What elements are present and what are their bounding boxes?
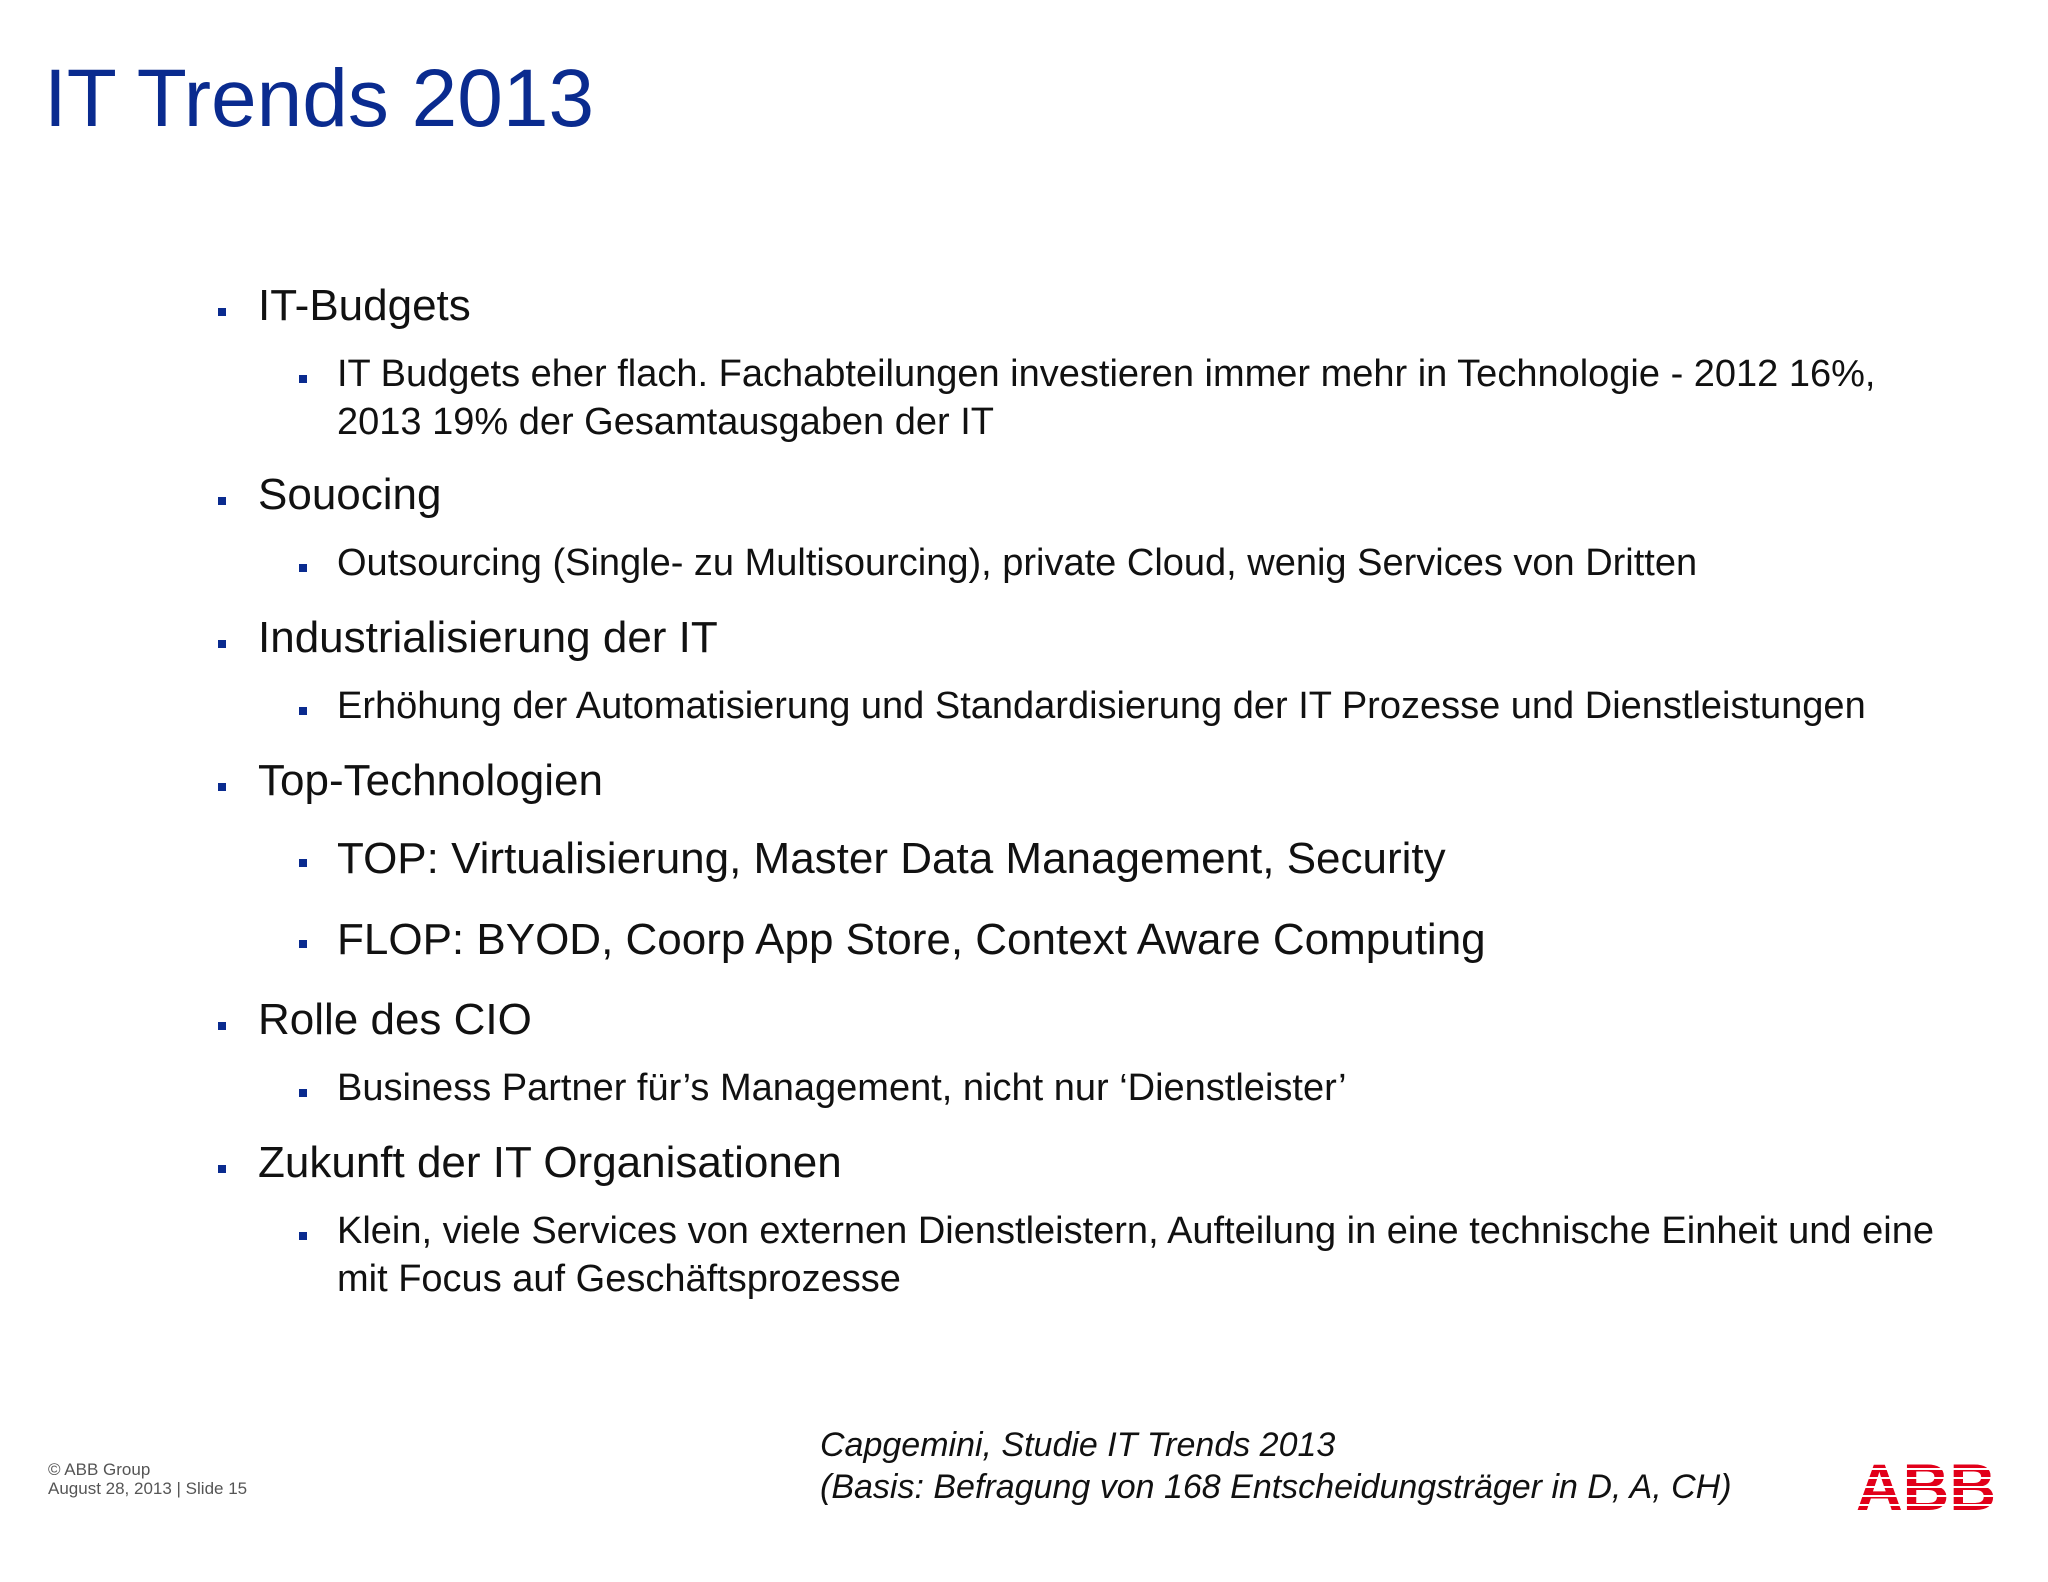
sub-bullet-industrialisierung xyxy=(218,682,1958,730)
footer-info xyxy=(48,1460,247,1498)
bullet-heading: Industrialisierung der IT xyxy=(258,613,718,662)
abb-logo-text: ABB xyxy=(1856,1452,1996,1514)
bullet-zukunft xyxy=(218,1137,1958,1189)
square-bullet-icon xyxy=(218,1165,226,1173)
bullet-heading: Souocing xyxy=(258,470,442,519)
sub-bullet-top xyxy=(218,832,1958,886)
abb-logo xyxy=(1854,1452,1998,1514)
footer-copyright: © ABB Group xyxy=(48,1460,151,1479)
sub-bullet-text: IT Budgets eher flach. Fachabteilungen investieren immer mehr in Technologie - 2012 16%, 2013 19% der Gesamtausgaben der IT xyxy=(337,353,1876,443)
square-bullet-icon xyxy=(218,640,226,648)
sub-bullet-text: FLOP: BYOD, Coorp App Store, Context Aware Computing xyxy=(337,915,1486,964)
sub-bullet-sourcing xyxy=(218,539,1958,587)
sub-bullet-text: TOP: Virtualisierung, Master Data Management, Security xyxy=(337,834,1446,883)
sub-bullet-rolle-cio xyxy=(218,1064,1958,1112)
square-bullet-icon xyxy=(299,564,307,572)
sub-bullet-it-budgets xyxy=(218,350,1958,446)
citation-line-2: (Basis: Befragung von 168 Entscheidungsträger in D, A, CH) xyxy=(820,1468,1732,1506)
sub-bullet-text: Klein, viele Services von externen Dienstleistern, Aufteilung in eine technische Einheit und eine mit Focus auf Geschäftsprozesse xyxy=(337,1210,1934,1300)
square-bullet-icon xyxy=(218,783,226,791)
sub-bullet-text: Business Partner für’s Management, nicht nur ‘Dienstleister’ xyxy=(337,1067,1347,1109)
square-bullet-icon xyxy=(299,1232,307,1240)
square-bullet-icon xyxy=(218,308,226,316)
sub-bullet-text: Outsourcing (Single- zu Multisourcing), private Cloud, wenig Services von Dritten xyxy=(337,542,1698,584)
square-bullet-icon xyxy=(299,375,307,383)
slide-title: IT Trends 2013 xyxy=(44,53,595,144)
bullet-it-budgets xyxy=(218,280,1958,332)
bullet-sourcing xyxy=(218,469,1958,521)
square-bullet-icon xyxy=(299,707,307,715)
bullet-top-technologien xyxy=(218,755,1958,807)
sub-bullet-zukunft xyxy=(218,1207,1958,1303)
bullet-rolle-cio xyxy=(218,994,1958,1046)
bullet-heading: Rolle des CIO xyxy=(258,995,532,1044)
bullet-industrialisierung xyxy=(218,612,1958,664)
square-bullet-icon xyxy=(218,1022,226,1030)
sub-bullet-text: Erhöhung der Automatisierung und Standardisierung der IT Prozesse und Dienstleistungen xyxy=(337,685,1866,727)
square-bullet-icon xyxy=(299,1089,307,1097)
footer-date-slide: August 28, 2013 | Slide 15 xyxy=(48,1479,248,1498)
square-bullet-icon xyxy=(299,940,307,948)
bullet-heading: Top-Technologien xyxy=(258,756,603,805)
source-citation xyxy=(820,1424,1732,1508)
bullet-heading: IT-Budgets xyxy=(258,281,471,330)
sub-bullet-flop xyxy=(218,913,1958,967)
square-bullet-icon xyxy=(218,497,226,505)
citation-line-1: Capgemini, Studie IT Trends 2013 xyxy=(820,1426,1336,1464)
square-bullet-icon xyxy=(299,859,307,867)
bullet-heading: Zukunft der IT Organisationen xyxy=(258,1138,842,1187)
bullet-list xyxy=(218,280,1958,1303)
